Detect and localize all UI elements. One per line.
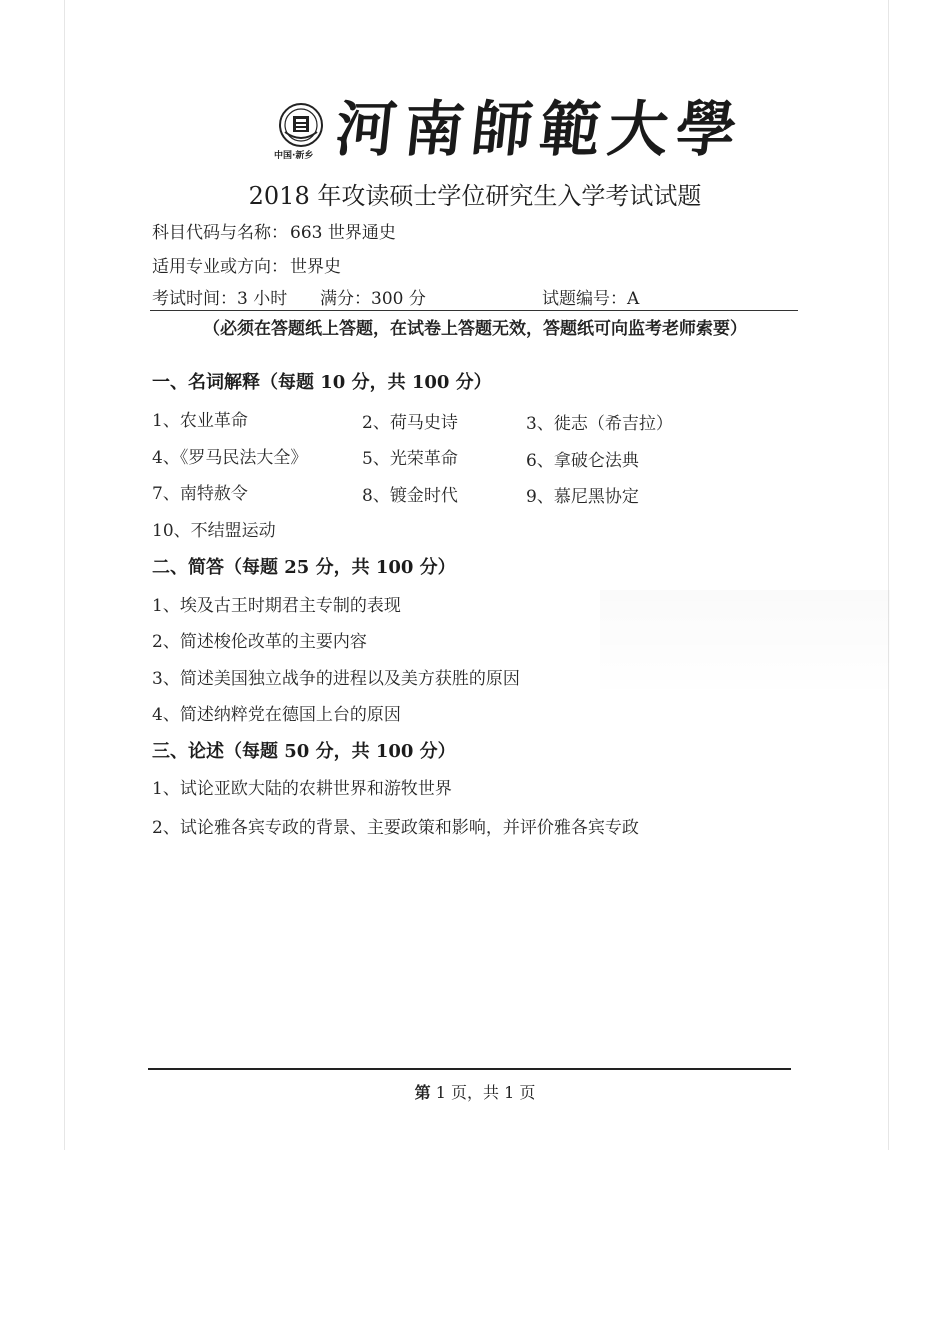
page-number [0,1080,950,1103]
page-mid: 页，共 [450,1083,499,1102]
page-suffix: 页 [519,1083,536,1102]
section-title-short-answer: 二、简答（每题 25 分，共 100 分） [152,557,456,578]
university-emblem-icon [278,102,324,148]
scan-shading [600,590,890,700]
question-item: 5、光荣革命 [362,449,458,469]
full-score [320,284,426,309]
question-item: 1、试论亚欧大陆的农耕世界和游牧世界 [152,779,452,799]
section-title-terms: 一、名词解释（每题 10 分，共 100 分） [152,372,492,393]
subject-label: 科目代码与名称： [152,223,288,243]
subject-line [152,218,396,243]
time-label: 考试时间： [152,289,237,309]
header-divider [150,310,798,311]
emblem-caption: 中国·新乡 [274,151,314,161]
code-label: 试题编号： [542,289,627,309]
question-item: 3、徙志（希吉拉） [526,414,673,434]
page-prefix: 第 [414,1083,431,1102]
exam-time [152,284,287,309]
question-item: 1、埃及古王时期君主专制的表现 [152,596,401,616]
question-item: 1、农业革命 [152,411,248,431]
question-item: 4、《罗马民法大全》 [152,448,308,468]
question-item: 6、拿破仑法典 [526,451,639,471]
score-label: 满分： [320,289,371,309]
document-header [0,90,950,180]
section-title-essay: 三、论述（每题 50 分，共 100 分） [152,741,456,762]
page-total: 1 [504,1083,515,1102]
footer-divider [148,1068,791,1070]
question-item: 7、南特赦令 [152,484,248,504]
question-item: 3、简述美国独立战争的进程以及美方获胜的原因 [152,669,520,689]
time-value: 3 小时 [237,289,288,309]
major-value: 世界史 [290,257,341,277]
question-item: 9、慕尼黑协定 [526,487,639,507]
question-item: 4、简述纳粹党在德国上台的原因 [152,705,401,725]
university-name: 河南師範大學 [332,95,748,165]
code-value: A [627,289,640,309]
exam-title: 2018 年攻读硕士学位研究生入学考试试题 [248,182,702,210]
paper-code [542,284,639,309]
major-label: 适用专业或方向： [152,257,288,277]
question-item: 2、荷马史诗 [362,413,458,433]
question-item: 8、镀金时代 [362,486,458,506]
question-item: 10、不结盟运动 [152,521,276,541]
page-current: 1 [435,1083,446,1102]
exam-meta-row [152,284,797,308]
question-item: 2、试论雅各宾专政的背景、主要政策和影响，并评价雅各宾专政 [152,818,639,838]
major-line [152,252,341,277]
answer-notice: （必须在答题纸上答题，在试卷上答题无效，答题纸可向监考老师索要） [203,319,747,339]
subject-value: 663 世界通史 [290,223,396,243]
score-value: 300 分 [371,289,426,309]
question-item: 2、简述梭伦改革的主要内容 [152,632,367,652]
